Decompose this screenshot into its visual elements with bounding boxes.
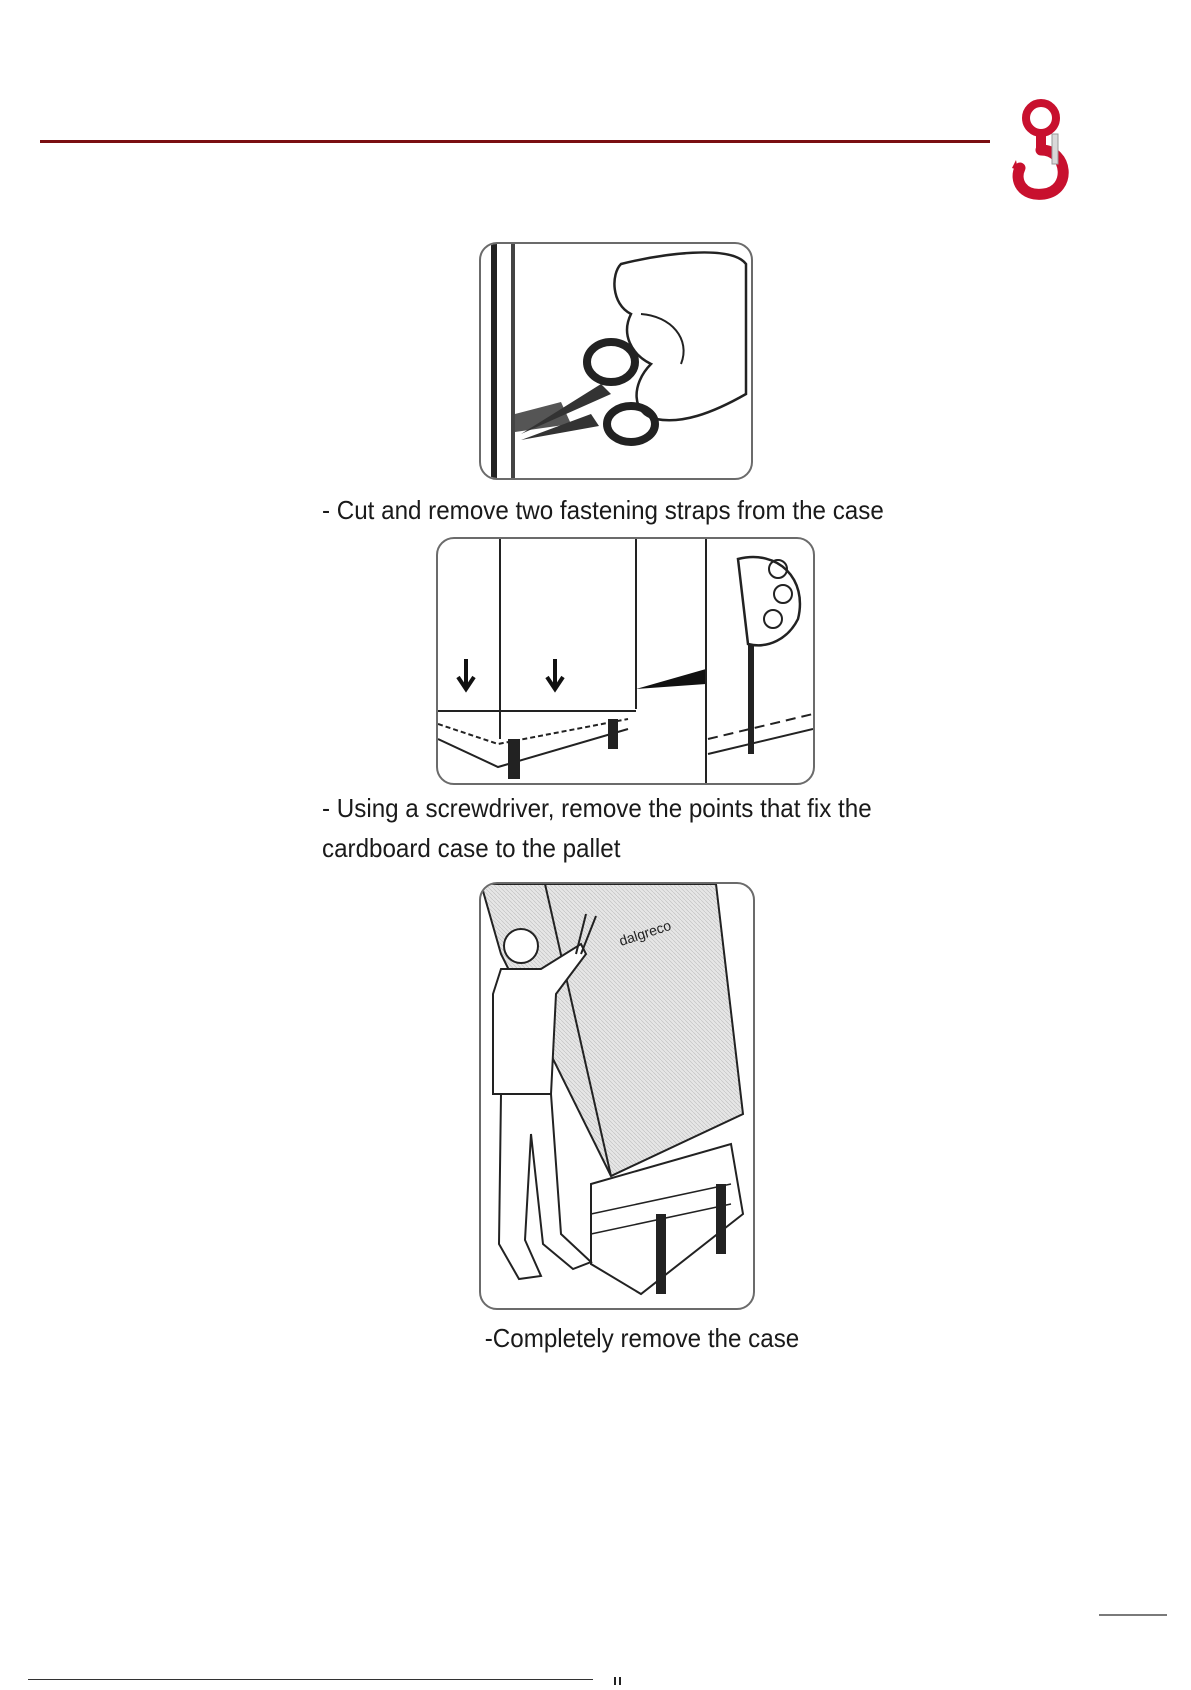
page-number-rule <box>1099 1614 1167 1616</box>
step-3-caption: -Completely remove the case <box>484 1323 800 1353</box>
remove-case-illustration <box>479 882 755 1310</box>
screwdriver-illustration <box>436 537 815 785</box>
crane-hook-icon <box>1010 98 1072 200</box>
step-2-caption-line-1: - Using a screwdriver, remove the points that fix the <box>322 793 872 823</box>
header-rule <box>40 140 990 143</box>
case-brand-label: dalgreco <box>616 917 674 949</box>
step-1-caption: - Cut and remove two fastening straps from the case <box>322 495 884 525</box>
footer-rule <box>28 1679 593 1680</box>
footer-mark <box>614 1672 628 1682</box>
step-2-caption-line-2: cardboard case to the pallet <box>322 833 621 863</box>
scissors-illustration <box>479 242 753 480</box>
